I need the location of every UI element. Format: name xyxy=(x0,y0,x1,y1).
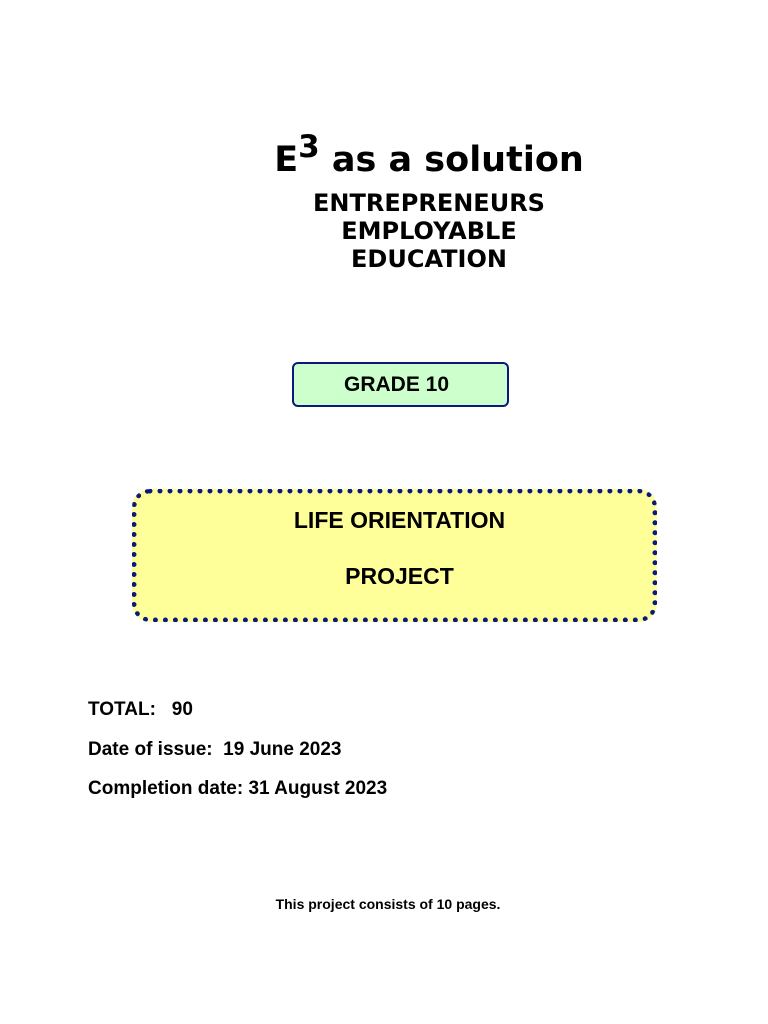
issue-date-row xyxy=(88,738,341,762)
subtitle-line-2: EMPLOYABLE xyxy=(341,217,517,245)
subtitle-line-3: EDUCATION xyxy=(351,245,507,273)
completion-date-row xyxy=(88,777,387,801)
issue-date-label: Date of issue: xyxy=(88,739,213,760)
subject-box xyxy=(132,489,657,622)
grade-label: GRADE 10 xyxy=(343,372,450,396)
issue-date-value: 19 June 2023 xyxy=(223,739,342,760)
total-spacer xyxy=(156,699,172,720)
grade-box xyxy=(292,362,509,407)
issue-date-spacer xyxy=(213,739,224,760)
title-superscript: 3 xyxy=(298,129,320,165)
completion-date-label: Completion date: xyxy=(88,778,244,799)
document-title xyxy=(0,129,768,182)
total-value: 90 xyxy=(171,699,193,720)
title-rest: as a solution xyxy=(319,140,584,180)
subject-type: PROJECT xyxy=(345,563,454,589)
subject-name: LIFE ORIENTATION xyxy=(293,507,506,533)
subtitle-line-1: ENTREPRENEURS xyxy=(313,189,545,217)
page-count-note: This project consists of 10 pages. xyxy=(275,896,501,912)
completion-date-value: 31 August 2023 xyxy=(248,778,388,799)
title-base: E xyxy=(274,140,299,180)
total-row xyxy=(88,698,193,722)
total-label: TOTAL: xyxy=(88,699,156,720)
